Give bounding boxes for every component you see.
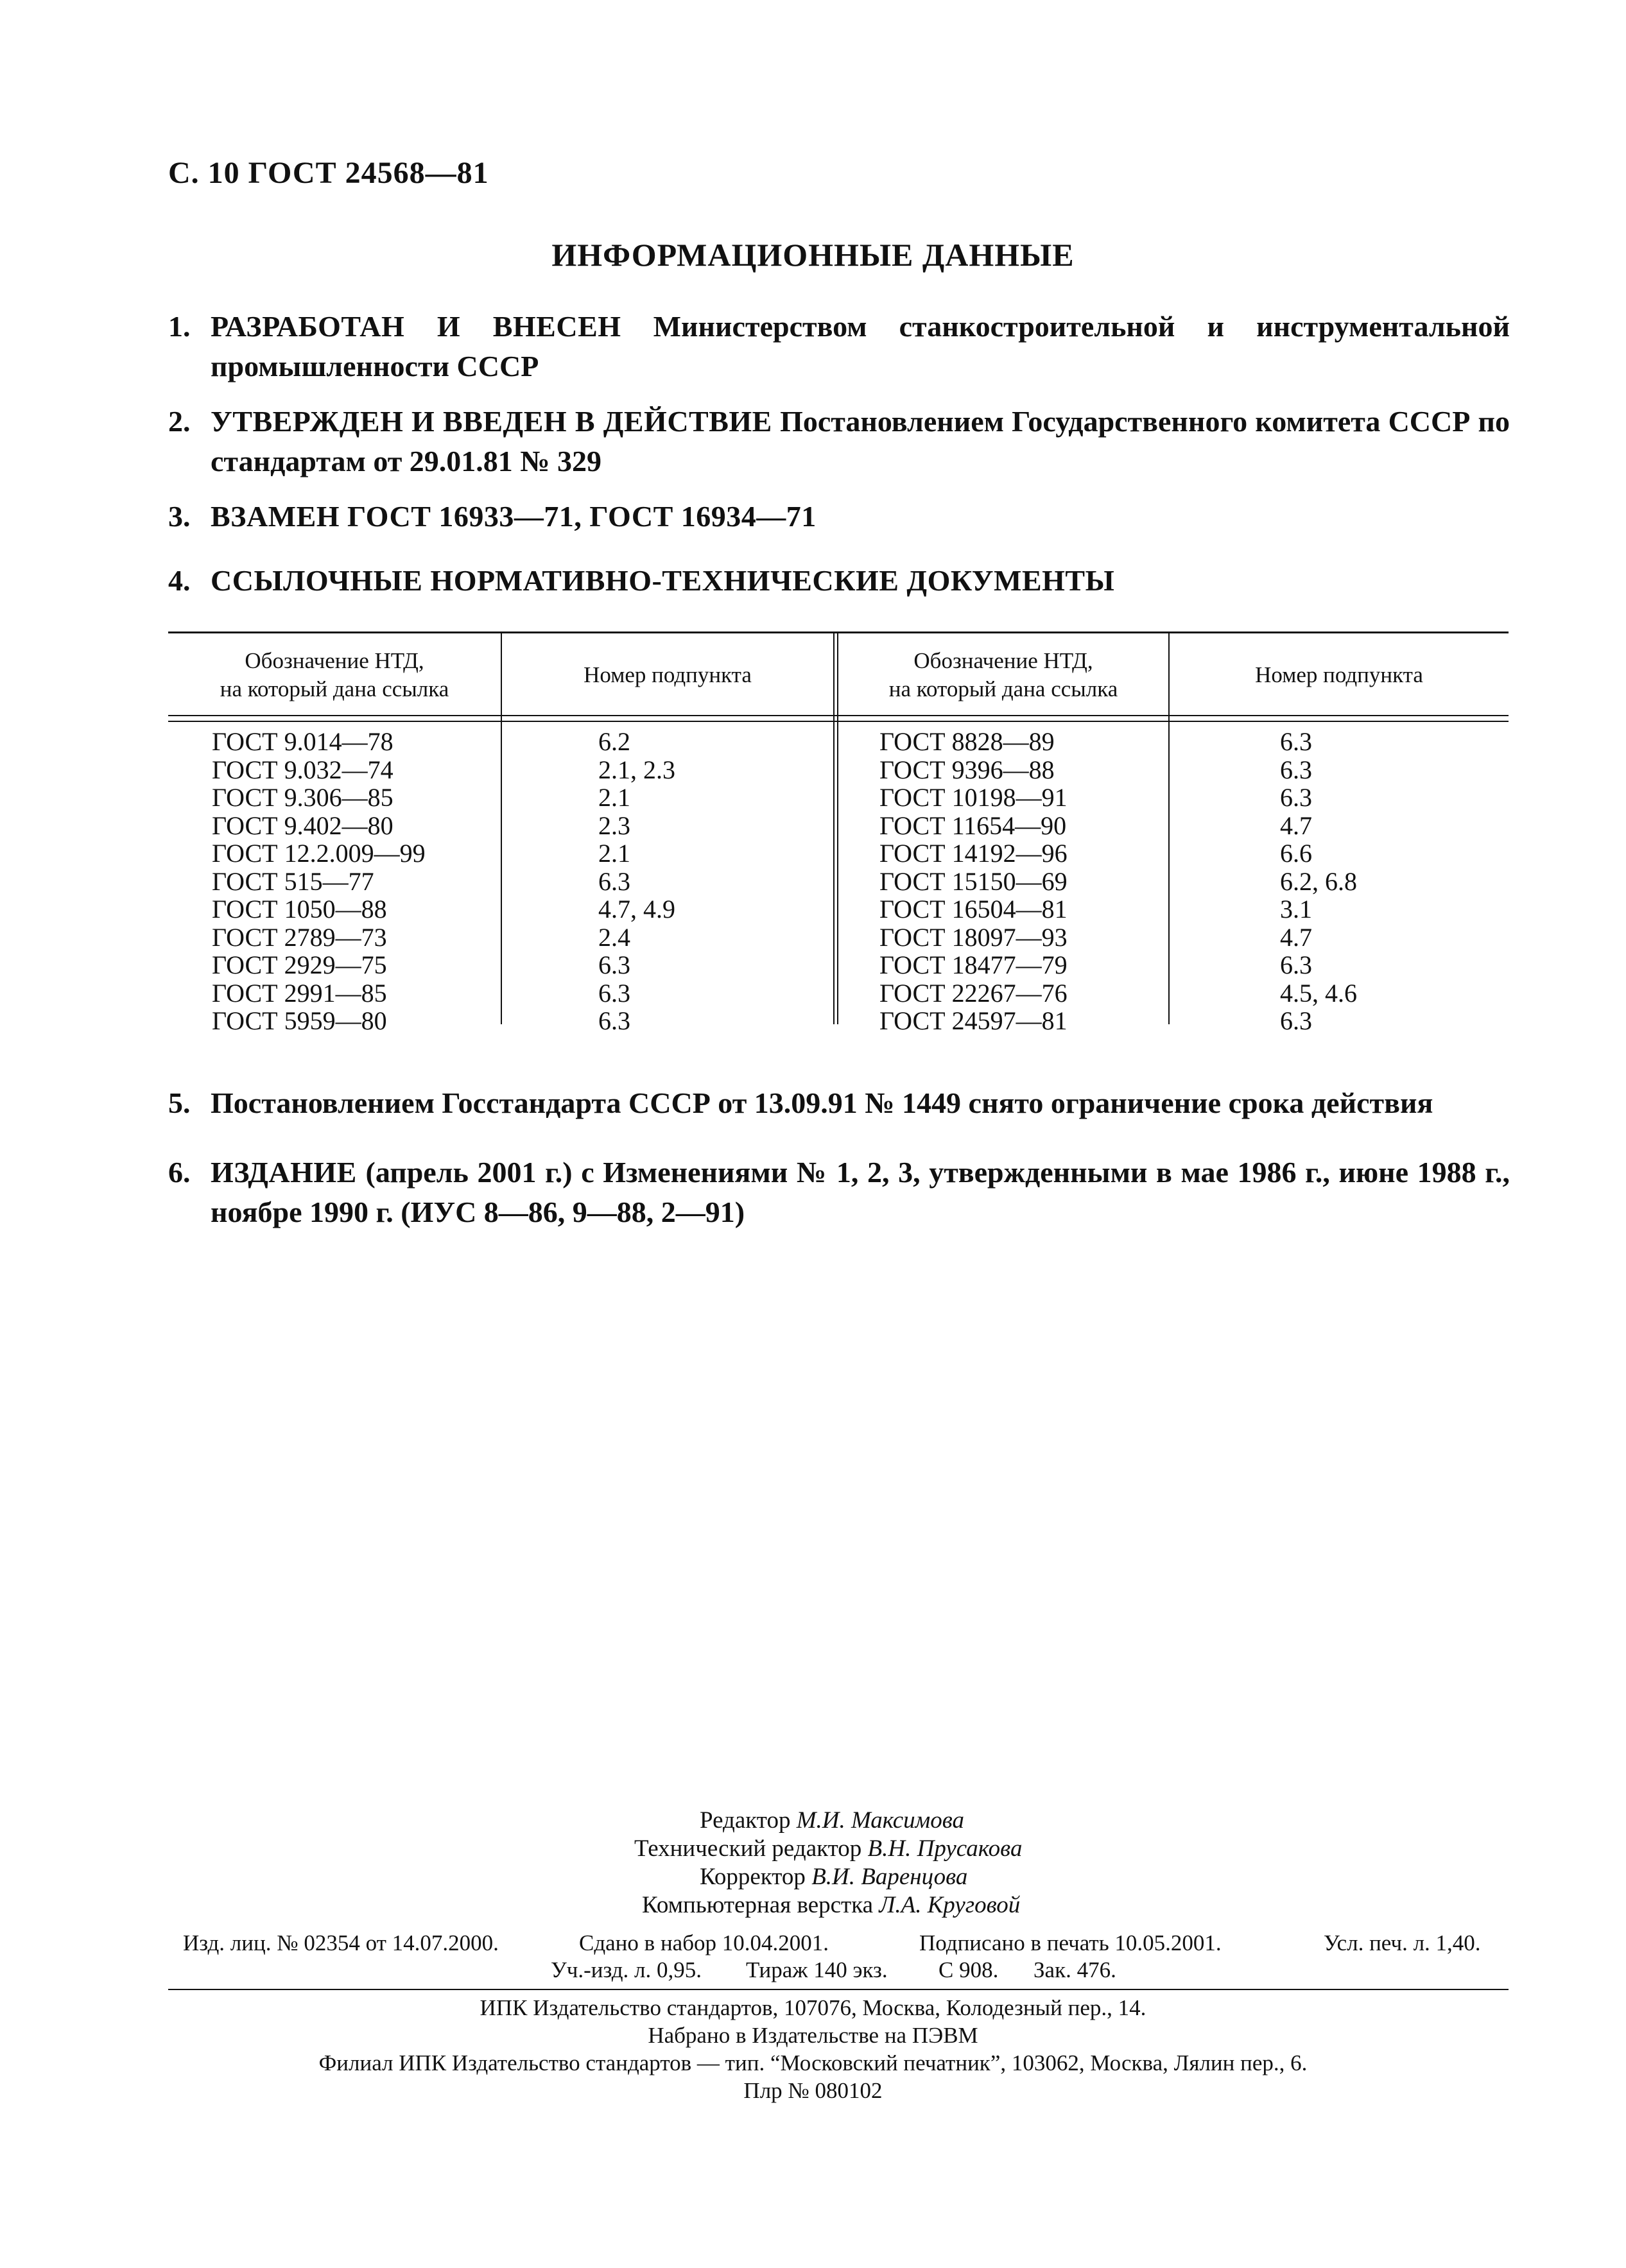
info-item-2 xyxy=(168,402,1510,481)
info-item-3 xyxy=(168,497,1510,537)
ref-doc-cell: ГОСТ 2929—75 xyxy=(212,950,387,979)
ref-point-cell: 6.3 xyxy=(1280,727,1312,756)
ref-doc-cell: ГОСТ 22267—76 xyxy=(879,978,1068,1008)
footer-line: Филиал ИПК Издательство стандартов — тип. “Московский печатник”, 103062, Москва, Лялин пер., 6. xyxy=(318,2050,1308,2075)
header-doc-left: Обозначение НТД, на который дана ссылка xyxy=(220,648,449,701)
item-number: 2. xyxy=(168,405,191,438)
ref-point-cell: 6.3 xyxy=(598,978,630,1008)
ref-point-cell: 6.3 xyxy=(1280,783,1312,812)
info-item-1 xyxy=(168,307,1510,386)
ref-doc-cell: ГОСТ 9.014—78 xyxy=(212,727,394,756)
footer-rule xyxy=(168,1989,1509,1990)
ref-point-cell: 4.7 xyxy=(1280,922,1312,952)
print-license: Изд. лиц. № 02354 от 14.07.2000. xyxy=(183,1930,499,1955)
ref-doc-cell: ГОСТ 15150—69 xyxy=(879,866,1068,896)
page-title: ИНФОРМАЦИОННЫЕ ДАННЫЕ xyxy=(551,237,1075,273)
ref-point-cell: 6.3 xyxy=(598,1006,630,1035)
ref-point-cell: 3.1 xyxy=(1280,895,1312,924)
item-text: Постановлением Госстандарта СССР от 13.09.91 № 1449 снято ограничение срока действия xyxy=(211,1087,1433,1119)
credit-tech-editor: Технический редактор В.Н. Прусакова xyxy=(634,1835,1023,1862)
ref-doc-cell: ГОСТ 515—77 xyxy=(212,866,374,896)
ref-point-cell: 4.7 xyxy=(1280,811,1312,840)
ref-doc-cell: ГОСТ 14192—96 xyxy=(879,839,1068,868)
item-text: (апрель 2001 г.) с Изменениями № 1, 2, 3, утвержденными в мае 1986 г., июне 1988 г., ноябре 1990 г. (ИУС 8—86, 9—88, 2—91) xyxy=(211,1156,1510,1228)
print-code: С 908. xyxy=(938,1957,999,1982)
page-header: С. 10 ГОСТ 24568—81 xyxy=(168,156,489,190)
item-number: 6. xyxy=(168,1156,191,1189)
ref-point-cell: 6.3 xyxy=(1280,1006,1312,1035)
footer-line: Набрано в Издательстве на ПЭВМ xyxy=(648,2023,978,2048)
ref-doc-cell: ГОСТ 5959—80 xyxy=(212,1006,387,1035)
ref-doc-cell: ГОСТ 9396—88 xyxy=(879,755,1055,784)
print-publ-sheets: Уч.-изд. л. 0,95. xyxy=(551,1957,702,1982)
publisher-footer xyxy=(0,1994,1626,2104)
credit-layout: Компьютерная верстка Л.А. Круговой xyxy=(642,1892,1021,1918)
ref-point-cell: 6.2, 6.8 xyxy=(1280,866,1357,896)
info-item-5 xyxy=(168,1083,1510,1123)
item-lead: УТВЕРЖДЕН И ВВЕДЕН В ДЕЙСТВИЕ xyxy=(211,405,772,438)
right-points-column xyxy=(1280,728,1357,1035)
print-typeset: Сдано в набор 10.04.2001. xyxy=(579,1930,829,1955)
header-point-right: Номер подпункта xyxy=(1255,662,1423,687)
ref-doc-cell: ГОСТ 12.2.009—99 xyxy=(212,839,426,868)
ref-point-cell: 6.3 xyxy=(598,866,630,896)
print-sheets: Усл. печ. л. 1,40. xyxy=(1324,1930,1481,1955)
info-item-6 xyxy=(168,1153,1510,1232)
ref-point-cell: 2.4 xyxy=(598,922,630,952)
header-point-left: Номер подпункта xyxy=(584,662,752,687)
item-number: 4. xyxy=(168,564,191,597)
ref-doc-cell: ГОСТ 10198—91 xyxy=(879,783,1068,812)
ref-point-cell: 2.1, 2.3 xyxy=(598,755,675,784)
left-points-column xyxy=(598,728,675,1035)
credit-proofreader: Корректор В.И. Варенцова xyxy=(700,1864,968,1890)
item-lead: ИЗДАНИЕ xyxy=(211,1156,357,1189)
footer-line: Плр № 080102 xyxy=(743,2078,883,2103)
ref-doc-cell: ГОСТ 2991—85 xyxy=(212,978,387,1008)
ref-doc-cell: ГОСТ 16504—81 xyxy=(879,895,1068,924)
item-text: Постановлением Государственного комитета СССР по стандартам от 29.01.81 № 329 xyxy=(211,405,1510,477)
footer-line: ИПК Издательство стандартов, 107076, Москва, Колодезный пер., 14. xyxy=(480,1995,1146,2020)
item-lead: РАЗРАБОТАН И ВНЕСЕН xyxy=(211,310,621,343)
table-top-rule xyxy=(168,631,1509,633)
table-double-divider xyxy=(833,631,838,1024)
table-header-rule xyxy=(168,715,1509,716)
ref-doc-cell: ГОСТ 18477—79 xyxy=(879,950,1068,979)
ref-doc-cell: ГОСТ 9.032—74 xyxy=(212,755,394,784)
ref-point-cell: 2.1 xyxy=(598,783,630,812)
credit-editor: Редактор М.И. Максимова xyxy=(700,1807,965,1834)
ref-doc-cell: ГОСТ 2789—73 xyxy=(212,922,387,952)
table-header-rule xyxy=(168,721,1509,722)
ref-point-cell: 6.3 xyxy=(1280,950,1312,979)
item-number: 5. xyxy=(168,1087,191,1119)
print-circulation: Тираж 140 экз. xyxy=(746,1957,888,1982)
ref-point-cell: 2.1 xyxy=(598,839,630,868)
ref-doc-cell: ГОСТ 1050—88 xyxy=(212,895,387,924)
ref-doc-cell: ГОСТ 9.306—85 xyxy=(212,783,394,812)
header-doc-right: Обозначение НТД, на который дана ссылка xyxy=(888,648,1118,701)
ref-doc-cell: ГОСТ 18097—93 xyxy=(879,922,1068,952)
item-number: 3. xyxy=(168,500,191,533)
ref-point-cell: 4.7, 4.9 xyxy=(598,895,675,924)
info-item-4 xyxy=(168,561,1510,601)
right-docs-column xyxy=(879,728,1068,1035)
ref-doc-cell: ГОСТ 11654—90 xyxy=(879,811,1067,840)
left-docs-column xyxy=(212,728,426,1035)
ref-point-cell: 6.2 xyxy=(598,727,630,756)
item-lead: ВЗАМЕН ГОСТ 16933—71, ГОСТ 16934—71 xyxy=(211,500,817,533)
ref-point-cell: 2.3 xyxy=(598,811,630,840)
ref-point-cell: 6.3 xyxy=(598,950,630,979)
print-signed: Подписано в печать 10.05.2001. xyxy=(919,1930,1222,1955)
ref-point-cell: 6.6 xyxy=(1280,839,1312,868)
ref-doc-cell: ГОСТ 24597—81 xyxy=(879,1006,1068,1035)
ref-doc-cell: ГОСТ 8828—89 xyxy=(879,727,1055,756)
ref-point-cell: 4.5, 4.6 xyxy=(1280,978,1357,1008)
item-number: 1. xyxy=(168,310,191,343)
print-order: Зак. 476. xyxy=(1034,1957,1116,1982)
item-lead: ССЫЛОЧНЫЕ НОРМАТИВНО-ТЕХНИЧЕСКИЕ ДОКУМЕНТЫ xyxy=(211,564,1115,597)
ref-doc-cell: ГОСТ 9.402—80 xyxy=(212,811,394,840)
ref-point-cell: 6.3 xyxy=(1280,755,1312,784)
item-text: Министерством станкостроительной и инструментальной промышленности СССР xyxy=(211,310,1510,382)
